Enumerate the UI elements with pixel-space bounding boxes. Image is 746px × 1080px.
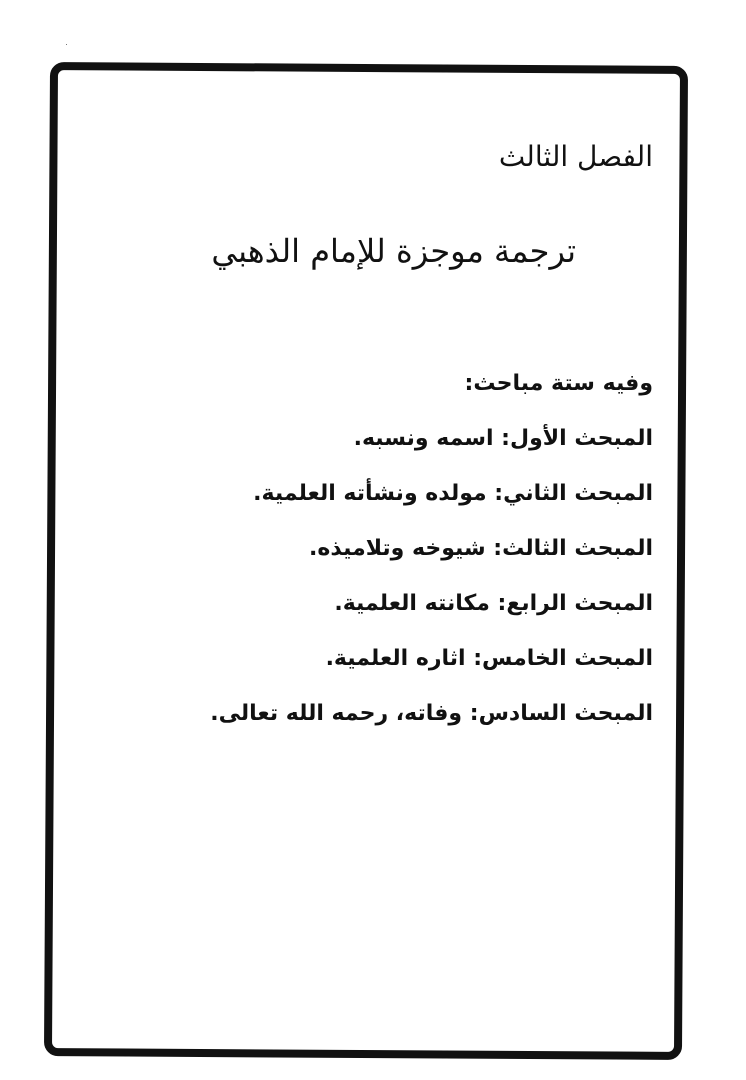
section-item-1: المبحث الأول: اسمه ونسبه.	[353, 426, 653, 451]
scan-speck	[66, 44, 67, 45]
chapter-subtitle: ترجمة موجزة للإمام الذهبي	[211, 232, 576, 270]
section-item-3: المبحث الثالث: شيوخه وتلاميذه.	[309, 536, 653, 561]
section-item-6: المبحث السادس: وفاته، رحمه الله تعالى.	[210, 701, 653, 726]
section-item-4: المبحث الرابع: مكانته العلمية.	[334, 591, 653, 616]
sections-intro: وفيه ستة مباحث:	[464, 371, 653, 396]
section-list	[133, 421, 653, 732]
section-item-2: المبحث الثاني: مولده ونشأته العلمية.	[253, 481, 653, 506]
section-item-5: المبحث الخامس: اثاره العلمية.	[325, 646, 653, 671]
chapter-title: الفصل الثالث	[498, 140, 653, 173]
chapter-contents	[133, 366, 653, 751]
